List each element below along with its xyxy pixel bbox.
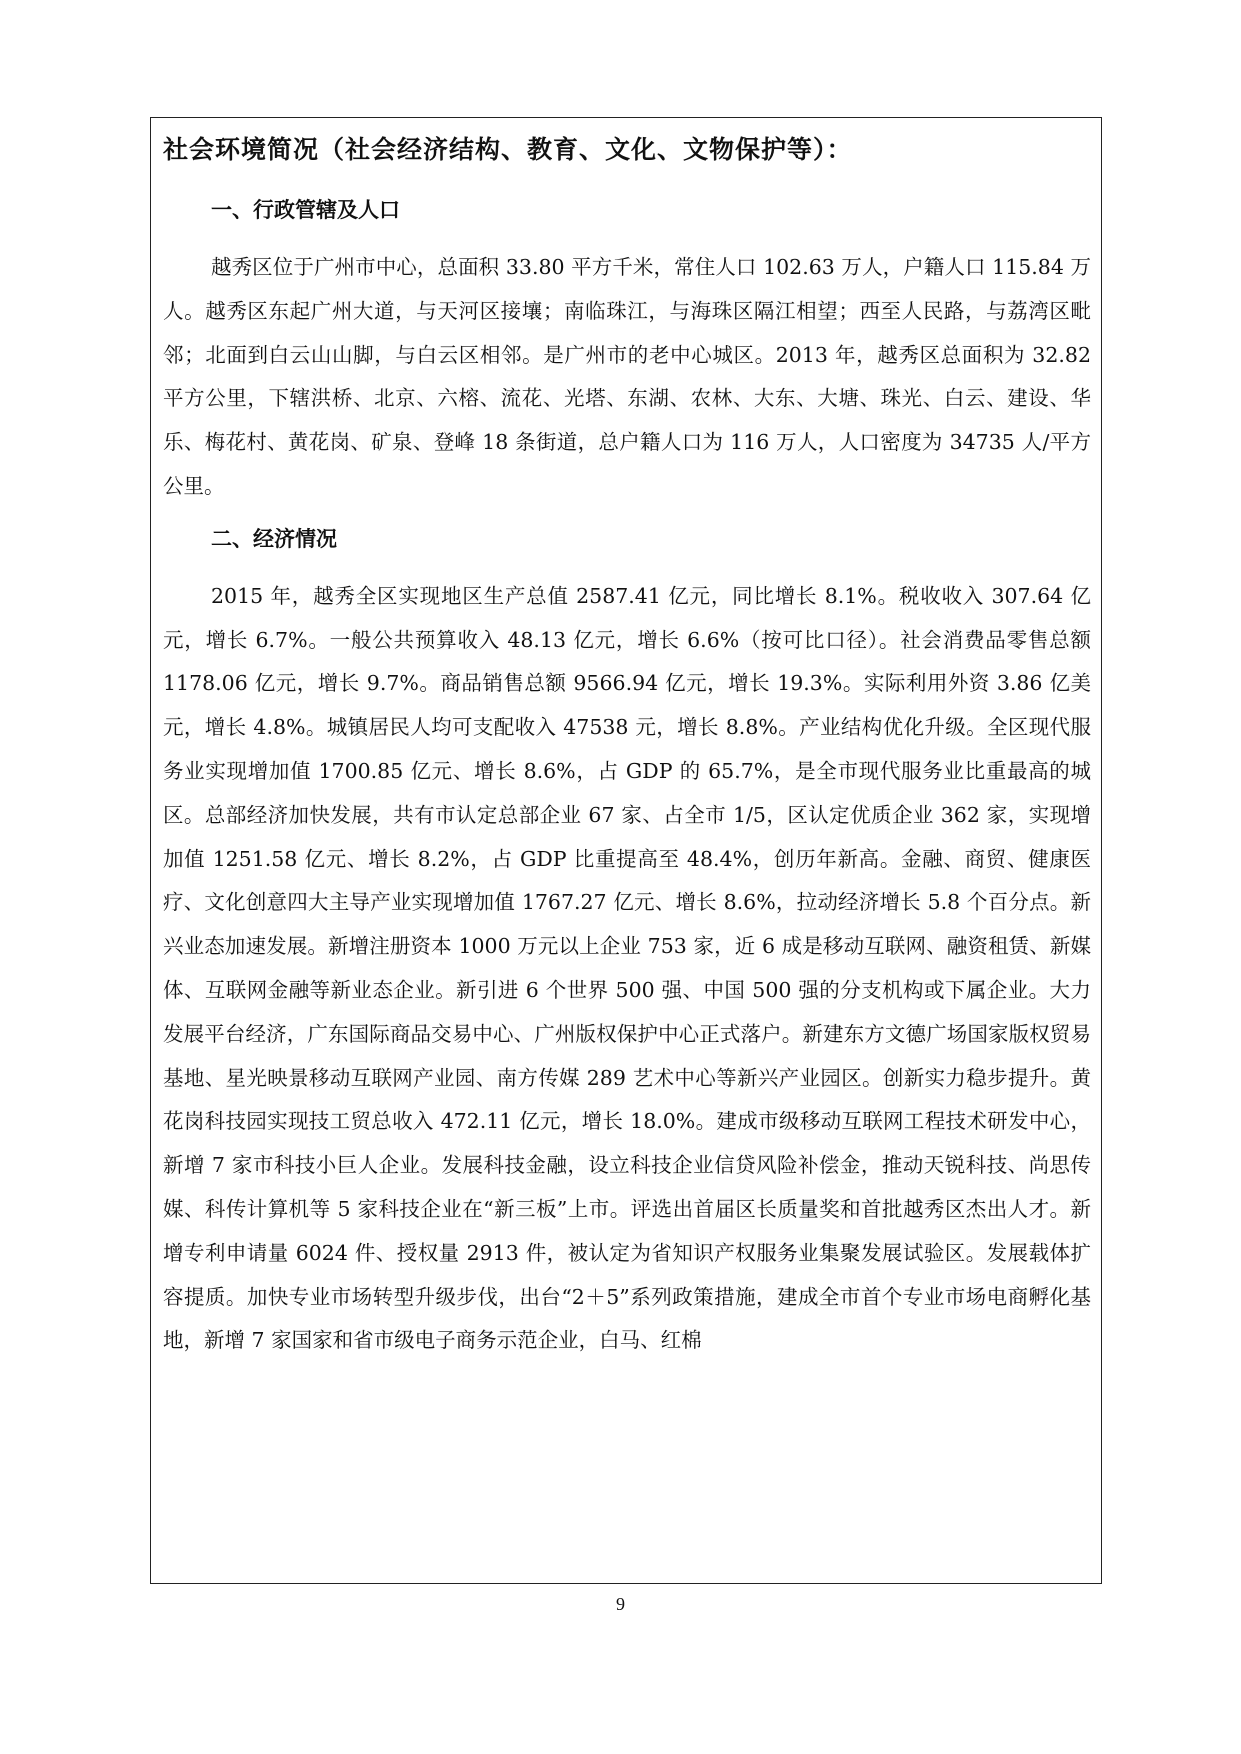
content-frame [150, 117, 1102, 1584]
paragraph-administration: 越秀区位于广州市中心，总面积 33.80 平方千米，常住人口 102.63 万人，户籍人口 115.84 万人。越秀区东起广州大道，与天河区接壤；南临珠江，与海珠区隔江相望；西至人民路，与荔湾区毗邻；北面到白云山山脚，与白云区相邻。是广州市的老中心城区。2013 年，越秀区总面积为 32.82 平方公里，下辖洪桥、北京、六榕、流花、光塔、东湖、农林、大东、大塘、珠光、白云、建设、华乐、梅花村、黄花岗、矿泉、登峰 18 条街道，总户籍人口为 116 万人，人口密度为 34735 人/平方公里。 [163, 255, 1091, 498]
section-title-economy: 二、经济情况 [211, 526, 337, 551]
page-number: 9 [616, 1594, 625, 1614]
paragraph-economy: 2015 年，越秀全区实现地区生产总值 2587.41 亿元，同比增长 8.1%。税收收入 307.64 亿元，增长 6.7%。一般公共预算收入 48.13 亿元，增长 6.6%（按可比口径）。社会消费品零售总额 1178.06 亿元，增长 9.7%。商品销售总额 9566.94 亿元，增长 19.3%。实际利用外资 3.86 亿美元，增长 4.8%。城镇居民人均可支配收入 47538 元，增长 8.8%。产业结构优化升级。全区现代服务业实现增加值 1700.85 亿元、增长 8.6%，占 GDP 的 65.7%，是全市现代服务业比重最高的城区。总部经济加快发展，共有市认定总部企业 67 家、占全市 1/5，区认定优质企业 362 家，实现增加值 1251.58 亿元、增长 8.2%，占 GDP 比重提高至 48.4%，创历年新高。金融、商贸、健康医疗、文化创意四大主导产业实现增加值 1767.27 亿元、增长 8.6%，拉动经济增长 5.8 个百分点。新兴业态加速发展。新增注册资本 1000 万元以上企业 753 家，近 6 成是移动互联网、融资租赁、新媒体、互联网金融等新业态企业。新引进 6 个世界 500 强、中国 500 强的分支机构或下属企业。大力发展平台经济，广东国际商品交易中心、广州版权保护中心正式落户。新建东方文德广场国家版权贸易基地、星光映景移动互联网产业园、南方传媒 289 艺术中心等新兴产业园区。创新实力稳步提升。黄花岗科技园实现技工贸总收入 472.11 亿元，增长 18.0%。建成市级移动互联网工程技术研发中心，新增 7 家市科技小巨人企业。发展科技金融，设立科技企业信贷风险补偿金，推动天锐科技、尚思传媒、科传计算机等 5 家科技企业在“新三板”上市。评选出首届区长质量奖和首批越秀区杰出人才。新增专利申请量 6024 件、授权量 2913 件，被认定为省知识产权服务业集聚发展试验区。发展载体扩容提质。加快专业市场转型升级步伐，出台“2＋5”系列政策措施，建成全市首个专业市场电商孵化基地，新增 7 家国家和省市级电子商务示范企业，白马、红棉 [163, 583, 1091, 1353]
page-heading: 社会环境简况（社会经济结构、教育、文化、文物保护等）： [163, 135, 853, 164]
section-title-administration: 一、行政管辖及人口 [211, 198, 400, 222]
